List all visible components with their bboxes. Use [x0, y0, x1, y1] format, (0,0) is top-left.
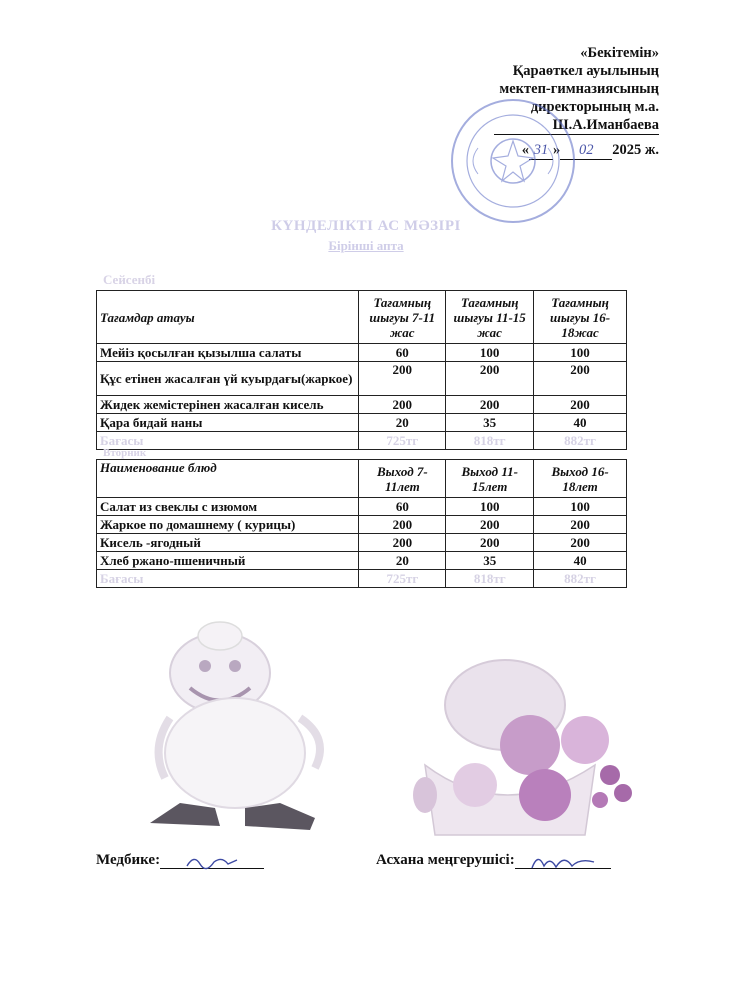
- nurse-signature-line: [160, 852, 264, 869]
- table-row: Жаркое по домашнему ( курицы) 200 200 200: [97, 516, 627, 534]
- table-row: Мейіз қосылған қызылша салаты 60 100 100: [97, 344, 627, 362]
- header-dish: Тағамдар атауы: [97, 291, 359, 344]
- table-row: Жидек жемістерінен жасалған кисель 200 200 200: [97, 396, 627, 414]
- table-header-row: [97, 460, 627, 498]
- table-row: Кисель -ягодный 200 200 200: [97, 534, 627, 552]
- approval-line-1: Қараөткел ауылының: [512, 63, 659, 79]
- canteen-head-signature-line: [515, 852, 611, 869]
- canteen-head-label: Асхана меңгерушісі:: [376, 852, 515, 868]
- handwritten-signature-icon: [182, 852, 242, 870]
- table-row: Хлеб ржано-пшеничный 20 35 40: [97, 552, 627, 570]
- handwritten-signature-icon: [528, 852, 598, 872]
- header-dish: Наименование блюд: [97, 460, 359, 498]
- approval-line-3: директорының м.а.: [530, 99, 659, 115]
- price-row: Бағасы 725тг 818тг 882тг: [97, 570, 627, 588]
- menu-table-kz: [96, 290, 627, 450]
- chef-illustration-icon: [150, 618, 380, 838]
- header-age-7-11: Выход 7-11лет: [359, 460, 446, 498]
- price-row: Бағасы 725тг 818тг 882тг: [97, 432, 627, 450]
- fruit-basket-illustration-icon: [395, 645, 645, 840]
- nurse-signature: [96, 852, 264, 869]
- date-year: 2025 ж.: [612, 142, 659, 158]
- approval-title: «Бекітемін»: [580, 45, 659, 61]
- header-age-16-18: Тағамның шығуы 16-18жас: [534, 291, 627, 344]
- approval-date: « 31 » 02 2025 ж.: [521, 142, 659, 158]
- date-day: 31: [529, 141, 553, 160]
- date-month: 02: [560, 141, 612, 160]
- approval-line-4: Ш.А.Иманбаева: [494, 116, 659, 135]
- menu-subtitle: Бірінші апта: [328, 238, 404, 253]
- canteen-head-signature: [376, 852, 611, 869]
- header-age-16-18: Выход 16-18лет: [534, 460, 627, 498]
- day-label-tuesday-kz: Сейсенбі: [103, 272, 156, 287]
- menu-table-ru: [96, 459, 627, 588]
- header-age-7-11: Тағамның шығуы 7-11 жас: [359, 291, 446, 344]
- menu-title: КҮНДЕЛІКТІ АС МӘЗІРІ: [271, 218, 461, 234]
- nurse-label: Медбике:: [96, 852, 161, 868]
- table-row: Құс етінен жасалған үй куырдағы(жаркое) 200 200 200: [97, 362, 627, 396]
- header-age-11-15: Тағамның шығуы 11-15 жас: [446, 291, 534, 344]
- approval-line-2: мектеп-гимназиясының: [499, 81, 659, 97]
- header-age-11-15: Выход 11-15лет: [446, 460, 534, 498]
- table-header-row: [97, 291, 627, 344]
- official-stamp-icon: [448, 96, 578, 226]
- day-label-tuesday-ru: Вторник: [103, 447, 147, 459]
- table-row: Қара бидай наны 20 35 40: [97, 414, 627, 432]
- table-row: Салат из свеклы с изюмом 60 100 100: [97, 498, 627, 516]
